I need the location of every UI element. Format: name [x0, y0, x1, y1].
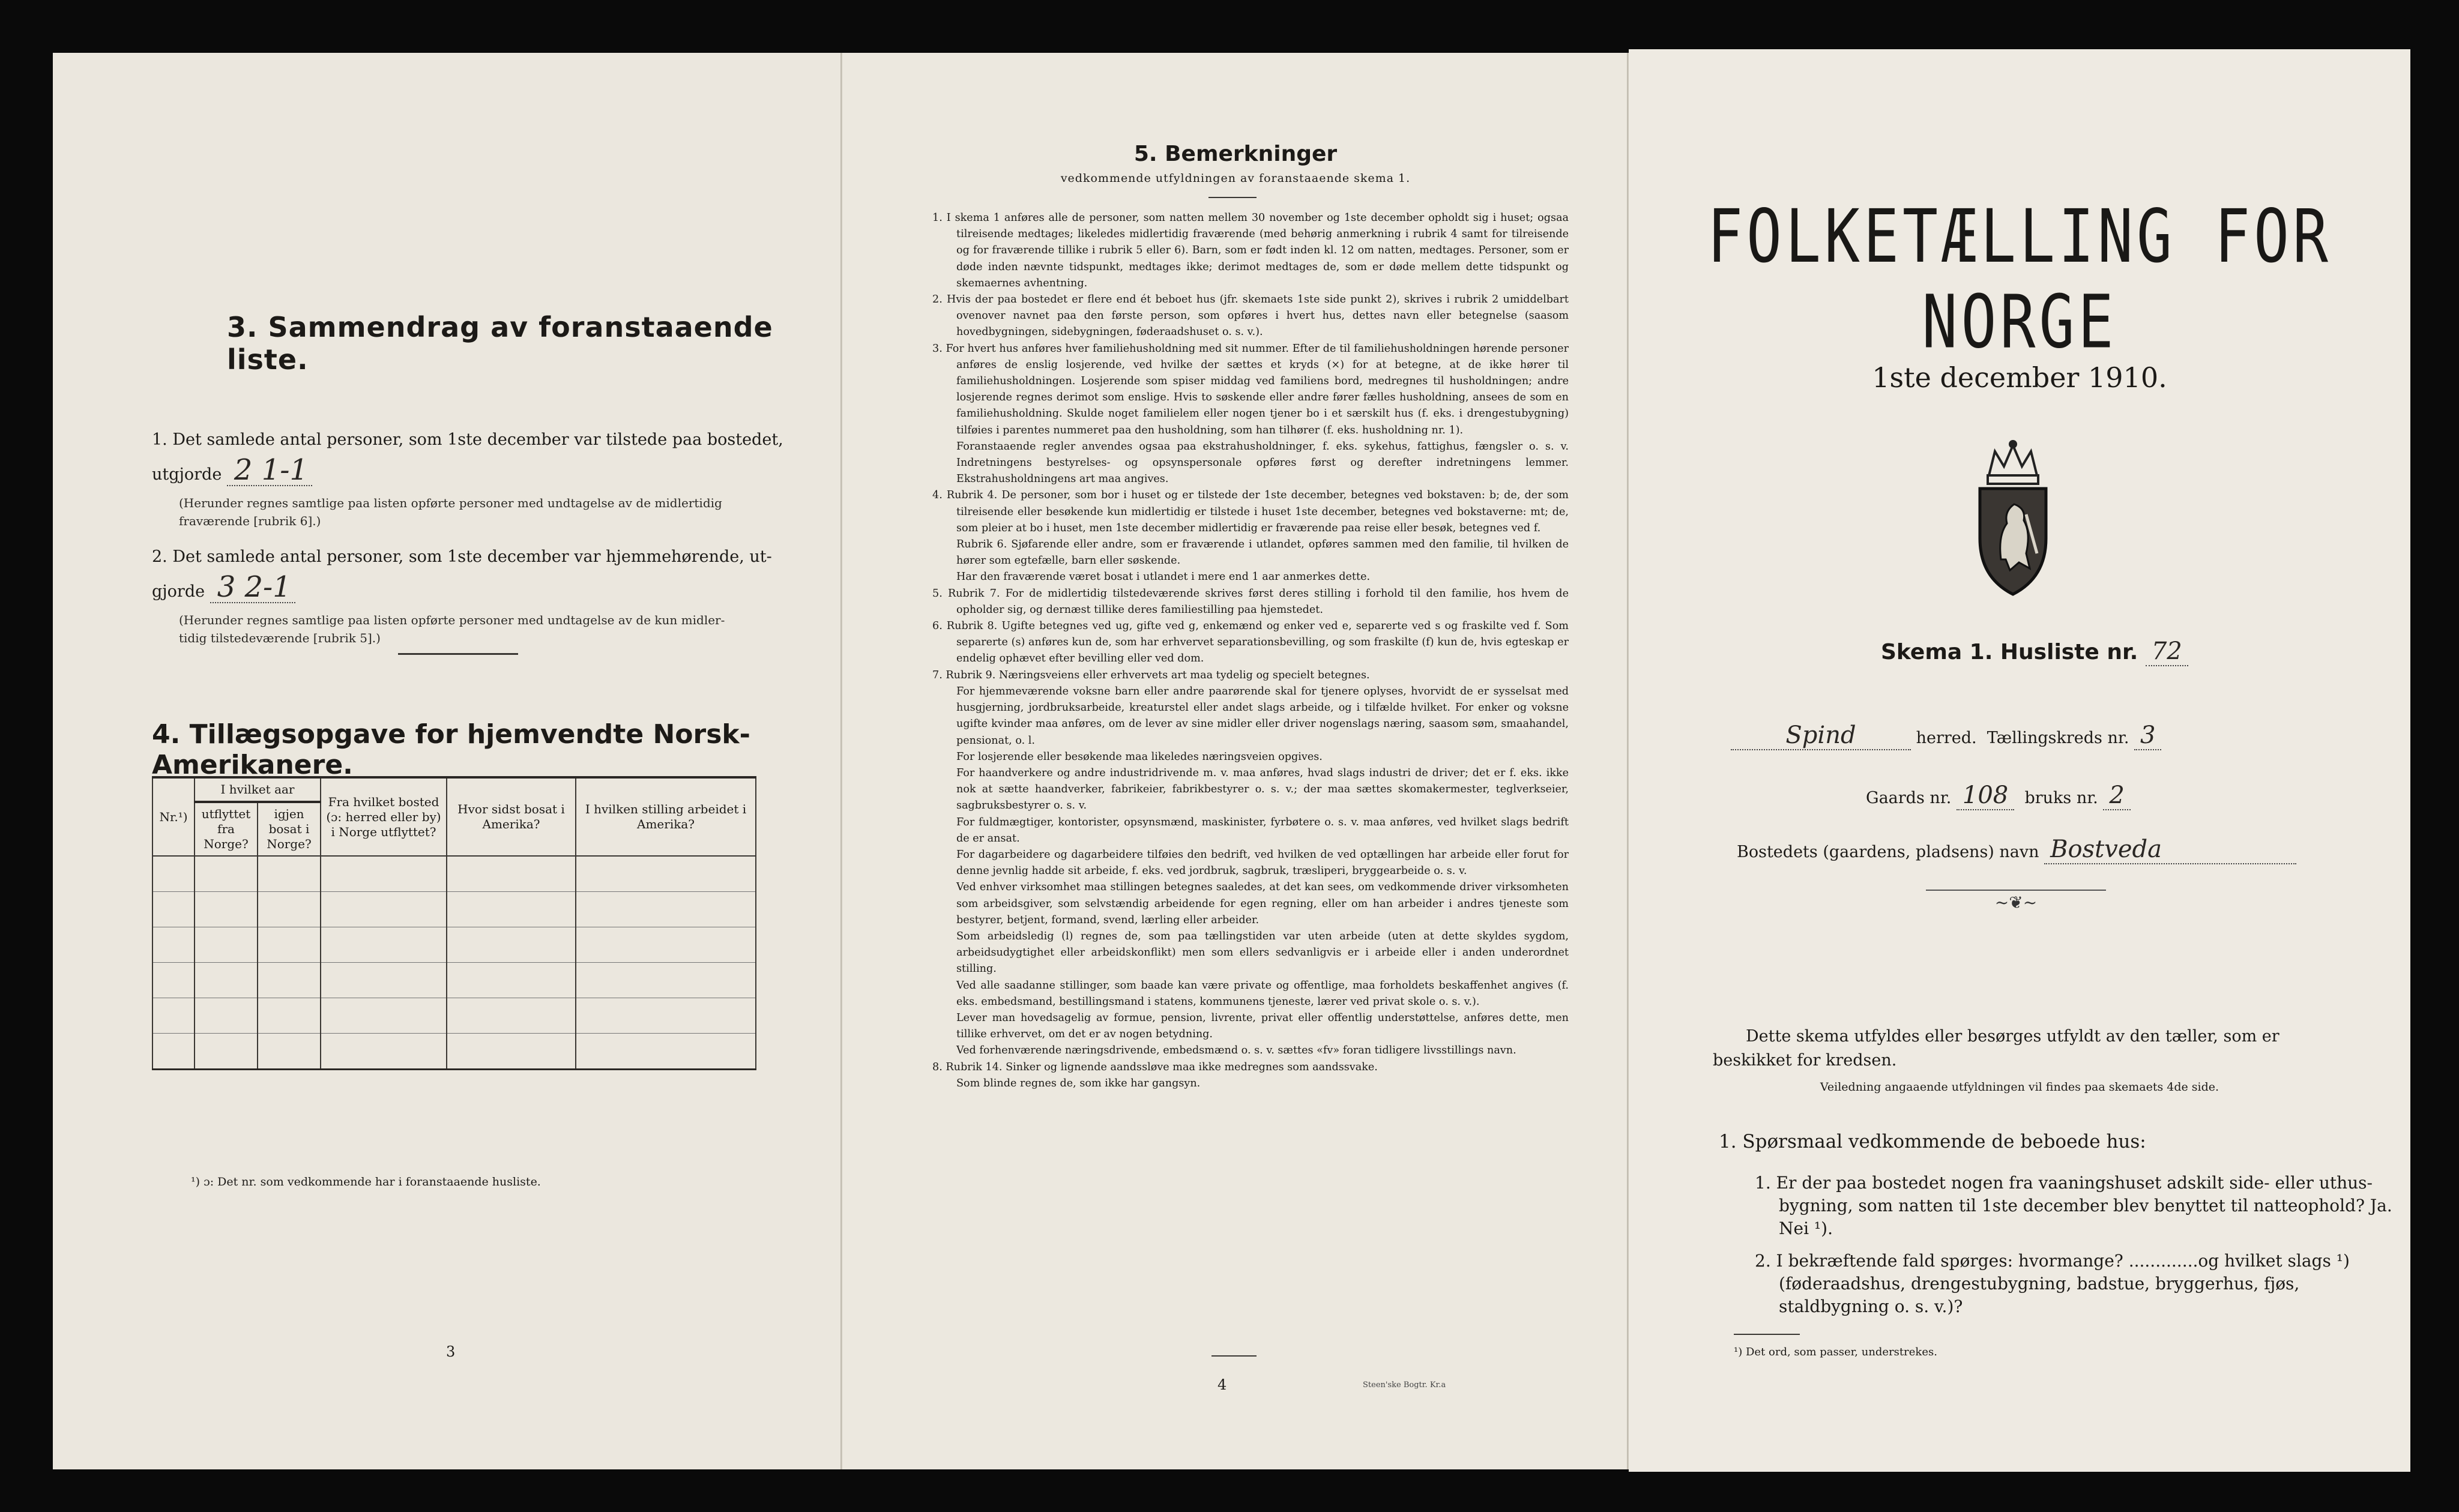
col-igjen-bosat: igjen bosat i Norge?: [258, 802, 321, 856]
remark-paragraph: 1. I skema 1 anføres alle de personer, som natten mellem 30 november og 1ste december opholdt sig i huset; ogsaa tilreisende medtages; likeledes midlertidig fraværende (med behørig anmerkning i rubrik 4 samt for tilreisende og for fraværende tillike i rubrik 5 eller 6). Barn, som er født inden kl. 12 om natten, medtages. Personer, som er døde inden nævnte tidspunkt, medtages ikke; derimot medtages de, som er døde mellem dette tidspunkt og skemaernes avhentning.: [932, 212, 1569, 289]
table-row: [152, 856, 756, 892]
footnote-rule: [1734, 1334, 1800, 1335]
col-fra-bosted: Fra hvilket bosted (ɔ: herred eller by) i Norge utflyttet?: [321, 777, 447, 856]
remark-paragraph: Som arbeidsledig (l) regnes de, som paa tællingstiden var uten arbeide (uten at dette skyldes sygdom, arbeidsudygtighet eller arbeidskonflikt) men som ellers sedvanligvis er i arbeide eller i anden underordnet stilling.: [956, 930, 1569, 975]
remark-paragraph: 6. Rubrik 8. Ugifte betegnes ved ug, gifte ved g, enkemænd og enker ved e, separerte ved s og fraskilte ved f. Som separerte (s) anføres kun de, som har erhvervet separationsbevilling, og som fraskilte (f) kun de, hvis egteskap er endelig ophævet efter bevilling eller ved dom.: [932, 620, 1569, 665]
table-footnote: ¹) ɔ: Det nr. som vedkommende har i foranstaaende husliste.: [191, 1175, 541, 1188]
remark-paragraph: 5. Rubrik 7. For de midlertidig tilstedeværende skrives først deres stilling i forhold til den familie, hos hvem de opholder sig, og dernæst tillike deres familiestilling paa hjemstedet.: [932, 587, 1569, 616]
norsk-amerikanere-table: [152, 776, 756, 1070]
item1-note-line1: (Herunder regnes samtlige paa listen opførte personer med undtagelse av de midlertidig: [179, 496, 722, 510]
section3-title: 3. Sammendrag av foranstaaende liste.: [227, 311, 773, 376]
instruction-small: Veiledning angaaende utfyldningen vil findes paa skemaets 4de side.: [1820, 1080, 2219, 1094]
page-number: 3: [446, 1343, 456, 1360]
item1-text: 1. Det samlede antal personer, som 1ste december var tilstede paa bostedet,: [152, 430, 783, 449]
item2-prefix: gjorde: [152, 582, 205, 601]
item2-note-line1: (Herunder regnes samtlige paa listen opførte personer med undtagelse av de kun midler-: [179, 613, 725, 627]
question1-1: 1. Er der paa bostedet nogen fra vaaningshuset adskilt side- eller uthus-bygning, som natten til 1ste december blev benyttet til natteophold? Ja. Nei ¹).: [1755, 1173, 2392, 1238]
herred-label: herred.: [1916, 729, 1977, 747]
gaards-label: Gaards nr.: [1866, 789, 1952, 807]
remarks-text: [932, 210, 1569, 1092]
remark-paragraph: 7. Rubrik 9. Næringsveiens eller erhvervets art maa tydelig og specielt betegnes.: [932, 669, 1370, 681]
instruction: [1713, 1025, 2361, 1073]
remark-paragraph: 4. Rubrik 4. De personer, som bor i huset og er tilstede der 1ste december, betegnes ved bokstaven: b; de, der som tilreisende eller besøkende kun midlertidig er tilstede i huset 1ste december, betegnes ved bokstaverne: mt; de, som pleier at bo i huset, men 1ste december midlertidig er fraværende paa reise eller besøk, betegnes ved f.: [932, 489, 1569, 534]
right-page: [1629, 49, 2410, 1472]
remark-paragraph: Ved enhver virksomhet maa stillingen betegnes saaledes, at det kan sees, om vedkommende driver virksomheten som arbeidsgiver, som selvstændig arbeidende for egen regning, eller om han arbeider i andres tjeneste som bestyrer, betjent, formand, svend, lærling eller arbeider.: [956, 881, 1569, 926]
gaards-value: 108: [1957, 782, 2014, 810]
kreds-label: Tællingskreds nr.: [1987, 729, 2129, 747]
skema-label: Skema 1. Husliste nr.: [1881, 640, 2138, 664]
herred-value: Spind: [1731, 721, 1911, 750]
footnote: ¹) Det ord, som passer, understrekes.: [1734, 1346, 1937, 1358]
remark-paragraph: Har den fraværende været bosat i utlandet i mere end 1 aar anmerkes dette.: [956, 571, 1371, 583]
census-date: 1ste december 1910.: [1872, 361, 2167, 394]
subtitle-rule: [1208, 197, 1257, 198]
remark-paragraph: Ved forhenværende næringsdrivende, embedsmænd o. s. v. sættes «fv» foran tidligere livsstillings navn.: [956, 1044, 1516, 1057]
col-stilling: I hvilken stilling arbeidet i Amerika?: [576, 777, 756, 856]
end-rule: [1211, 1355, 1257, 1357]
kreds-value: 3: [2134, 721, 2161, 750]
form-title: FOLKETÆLLING FOR NORGE: [1707, 194, 2332, 366]
remark-paragraph: Lever man hovedsagelig av formue, pension, livrente, privat eller offentlig understøttelse, anføres dette, men tillike erhvervet, om det er av nogen betydning.: [956, 1011, 1569, 1041]
col-group-aar: I hvilket aar: [195, 777, 321, 802]
bosted-line: [1737, 836, 2296, 864]
instruction-line2: beskikket for kredsen.: [1713, 1051, 1897, 1070]
remark-paragraph: Rubrik 6. Sjøfarende eller andre, som er fraværende i utlandet, opføres sammen med den familie, til hvilken de hører som egtefælle, barn eller søskende.: [956, 538, 1569, 567]
item2-handwritten-value: 3 2-1: [210, 572, 295, 603]
left-page: [53, 53, 842, 1469]
remark-paragraph: For losjerende eller besøkende maa likeledes næringsveien opgives.: [956, 750, 1323, 763]
bosted-label: Bostedets (gaardens, pladsens) navn: [1737, 843, 2039, 861]
section5-title: 5. Bemerkninger: [1133, 142, 1338, 166]
table-row: [152, 927, 756, 963]
table-row: [152, 963, 756, 998]
ornament-rule: ~❦~: [1926, 890, 2106, 915]
item1-handwritten-value: 2 1-1: [227, 455, 312, 486]
remark-paragraph: 2. Hvis der paa bostedet er flere end ét beboet hus (jfr. skemaets 1ste side punkt 2), skrives i rubrik 2 umiddelbart ovenover navnet paa den første person, som opføres i hvert hus, dettes navn eller betegnelse (saasom hovedbygningen, sidebygningen, føderaadshuset o. s. v.).: [932, 294, 1569, 339]
middle-page: [842, 53, 1629, 1469]
table-row: [152, 998, 756, 1034]
table-row: [152, 1034, 756, 1070]
husliste-nr-value: 72: [2146, 637, 2188, 666]
remark-paragraph: Ved alle saadanne stillinger, som baade kan være private og offentlige, maa forholdets beskaffenhet angives (f. eks. embedsmand, bestillingsmand i statens, kommunens tjeneste, lærer ved privat skole o. s. v.).: [956, 979, 1569, 1008]
section4-title: 4. Tillægsopgave for hjemvendte Norsk-Amerikanere.: [152, 719, 750, 780]
gaards-line: [1866, 782, 2131, 810]
item1-note: [179, 494, 722, 530]
page-number: 4: [1217, 1376, 1227, 1393]
remark-paragraph: For hjemmeværende voksne barn eller andre paarørende skal for tjenere oplyses, hvorvidt de er sysselsat med husgjerning, jordbruksarbeide, kreaturstel eller andet slags arbeide, og i tilfælde hvilket. For enker og voksne ugifte kvinder maa anføres, om de lever av sine midler eller driver nogenslags næring, saasom søm, smaahandel, pensionat, o. l.: [956, 685, 1569, 747]
item2-note-line2: tidig tilstedeværende [rubrik 5].): [179, 631, 381, 645]
divider: [398, 653, 518, 655]
item1-note-line2: fraværende [rubrik 6].): [179, 514, 321, 528]
section5-subtitle: vedkommende utfyldningen av foranstaaende skema 1.: [1060, 172, 1411, 185]
remark-paragraph: Som blinde regnes de, som ikke har gangsyn.: [956, 1077, 1201, 1089]
item2-line: [152, 572, 295, 607]
bruks-value: 2: [2103, 782, 2130, 810]
bosted-value: Bostveda: [2044, 836, 2296, 864]
question1-2: 2. I bekræftende fald spørges: hvormange? .............og hvilket slags ¹) (føderaadshus, drengestubygning, badstue, bryggerhus, fjøs, staldbygning o. s. v.)?: [1755, 1251, 2350, 1316]
item2-text: 2. Det samlede antal personer, som 1ste december var hjemmehørende, ut-: [152, 547, 772, 566]
col-nr: Nr.¹): [152, 777, 195, 856]
coat-of-arms-icon: [1971, 433, 2055, 601]
remark-paragraph: 8. Rubrik 14. Sinker og lignende aandssløve maa ikke medregnes som aandssvake.: [932, 1061, 1378, 1073]
herred-line: [1731, 721, 2161, 750]
remark-paragraph: Foranstaaende regler anvendes ogsaa paa ekstrahusholdninger, f. eks. sykehus, fattighus, fængsler o. s. v. Indretningens bestyrelses- og opsynspersonale opføres først og derefter indretningens lemmer. Ekstrahusholdningens art maa angives.: [956, 440, 1569, 486]
item1-prefix: utgjorde: [152, 465, 222, 484]
remark-paragraph: For dagarbeidere og dagarbeidere tilføies den bedrift, ved hvilken de ved optællingen har arbeide eller forut for denne jevnlig hadde sit arbeide, f. eks. ved jordbruk, sagbruk, træsliperi, bryggearbeide o. s. v.: [956, 848, 1569, 878]
col-hvor-bosat: Hvor sidst bosat i Amerika?: [447, 777, 576, 856]
remark-paragraph: For fuldmægtiger, kontorister, opsynsmænd, maskinister, fyrbøtere o. s. v. maa anføres, ved hvilket slags bedrift de er ansat.: [956, 816, 1569, 845]
table-row: [152, 892, 756, 927]
item2-note: [179, 611, 725, 647]
skema-line: [1881, 637, 2188, 666]
item1-line: [152, 455, 312, 490]
remark-paragraph: For haandverkere og andre industridrivende m. v. maa anføres, hvad slags industri de driver; det er f. eks. ikke nok at sætte haandverker, fabrikeier, fabrikbestyrer o. s. v.; der maa sættes skomakermester, teglverkseier, sagbruksbestyrer o. s. v.: [956, 767, 1569, 812]
printer-imprint: Steen'ske Bogtr. Kr.a: [1363, 1381, 1446, 1390]
instruction-line1: Dette skema utfyldes eller besørges utfyldt av den tæller, som er: [1746, 1027, 2279, 1046]
remark-paragraph: 3. For hvert hus anføres hver familiehusholdning med sit nummer. Efter de til familiehusholdningen hørende personer anføres de enslig losjerende, ved hvilke der sættes et kryds (×) for at betegne, at de ikke hører til familiehusholdningen. Losjerende som spiser middag ved familiens bord, medregnes til husholdningen; andre losjerende regnes derimot som enslige. Hvis to søskende eller andre fører fælles husholdning, ansees de som en familiehusholdning. Skulde noget familielem eller nogen tjener bo i et særskilt hus (f. eks. i drengestubygning) tilføies i parentes nummeret paa den husholdning, som han tilhører (f. eks. husholdning nr. 1).: [932, 342, 1569, 436]
col-utflyttet: utflyttet fra Norge?: [195, 802, 258, 856]
question1-title: 1. Spørsmaal vedkommende de beboede hus:: [1719, 1131, 2146, 1152]
bruks-label: bruks nr.: [2024, 789, 2098, 807]
